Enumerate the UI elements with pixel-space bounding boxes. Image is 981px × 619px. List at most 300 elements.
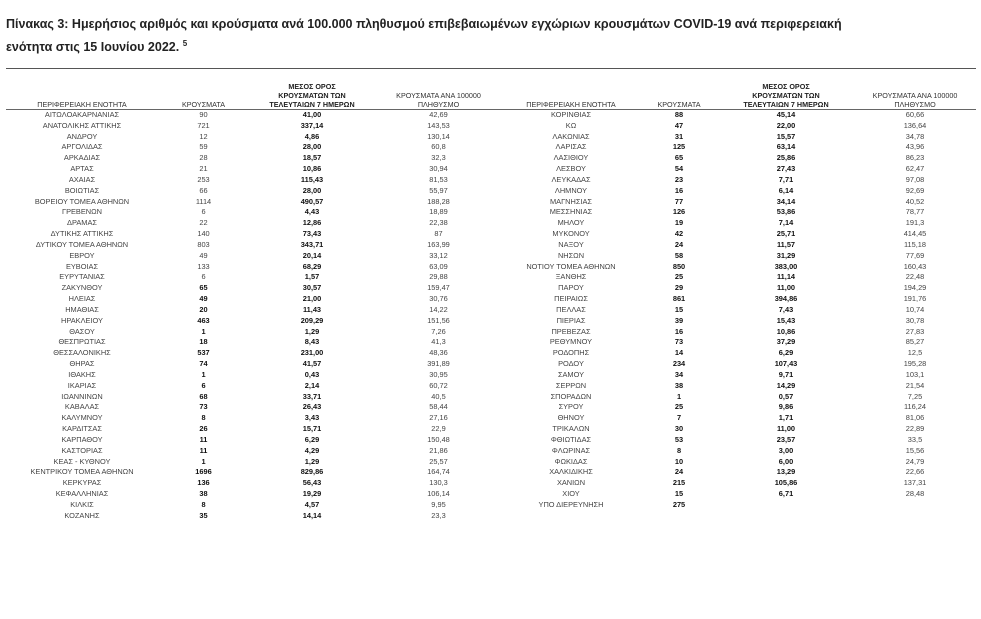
region-cell: ΒΟΡΕΙΟΥ ΤΟΜΕΑ ΑΘΗΝΩΝ [34,196,130,206]
table-row [6,272,502,283]
region-cell: ΠΑΡΟΥ [558,283,584,293]
cases-cell: 1696 [195,467,212,477]
left-header-cases: ΚΡΟΥΣΜΑΤΑ [158,71,249,110]
region-cell: ΠΡΕΒΕΖΑΣ [551,326,591,336]
avg7-cell: 28,00 [302,142,322,152]
cases-cell: 25 [674,402,684,412]
per100k-cell: 87 [434,229,443,239]
per100k-cell: 12,5 [907,348,923,358]
table-row [6,142,502,153]
region-cell: ΚΑΡΠΑΘΟΥ [61,434,103,444]
right-header-row [502,71,976,110]
region-cell: ΚΑΛΥΜΝΟΥ [61,413,103,423]
region-cell: ΜΕΣΣΗΝΙΑΣ [549,207,593,217]
cases-cell: 25 [674,272,684,282]
region-cell: ΑΝΔΡΟΥ [66,131,98,141]
left-header-row [6,71,502,110]
avg7-cell: 6,71 [778,488,794,498]
table-row [502,381,976,392]
table-row [502,337,976,348]
cases-cell: 1114 [195,196,212,206]
per100k-cell: 55,97 [429,185,448,195]
per100k-cell: 34,78 [905,131,925,141]
cases-cell: 1 [201,326,206,336]
avg7-cell: 10,86 [302,164,322,174]
cases-cell: 58 [674,250,684,260]
avg7-cell: 1,29 [304,326,320,336]
per100k-cell: 18,89 [429,207,448,217]
avg7-cell: 394,86 [774,294,798,304]
cases-cell: 34 [674,369,684,379]
per100k-cell: 33,12 [429,250,448,260]
region-cell: ΗΡΑΚΛΕΙΟΥ [61,315,103,325]
avg7-cell: 4,86 [304,131,320,141]
table-row [6,511,502,522]
avg7-cell: 15,43 [776,315,796,325]
avg7-cell: 15,71 [302,424,322,434]
cases-cell: 77 [674,196,684,206]
region-cell: ΜΑΓΝΗΣΙΑΣ [550,196,592,206]
cases-cell: 90 [199,110,208,119]
table-row [502,294,976,305]
cases-cell: 15 [674,488,684,498]
cases-cell: 861 [672,294,686,304]
per100k-cell: 77,69 [905,250,925,260]
per100k-cell: 23,3 [431,510,446,520]
region-cell: ΝΗΣΩΝ [557,250,585,260]
region-cell: ΚΑΒΑΛΑΣ [64,402,100,412]
cases-cell: 68 [199,391,208,401]
table-row [502,164,976,175]
region-cell: ΗΜΑΘΙΑΣ [65,304,99,314]
per100k-cell: 78,77 [905,207,925,217]
table-row [6,392,502,403]
cases-cell: 31 [674,131,684,141]
region-cell: ΚΕΝΤΡΙΚΟΥ ΤΟΜΕΑ ΑΘΗΝΩΝ [30,467,134,477]
table-row [6,381,502,392]
region-cell: ΤΡΙΚΑΛΩΝ [552,424,590,434]
per100k-cell: 30,94 [429,164,448,174]
per100k-cell: 81,06 [905,413,925,423]
region-cell: ΕΥΒΟΙΑΣ [65,261,99,271]
cases-cell: 74 [199,359,208,369]
region-cell: ΑΡΚΑΔΙΑΣ [63,153,101,163]
cases-cell: 59 [199,142,208,152]
per100k-cell: 103,1 [905,369,925,379]
avg7-cell: 209,29 [300,315,324,325]
per100k-cell: 191,3 [905,218,925,228]
region-cell: ΣΑΜΟΥ [557,369,585,379]
region-cell: ΚΟΡΙΝΘΙΑΣ [550,110,592,119]
title-footnote-marker: 5 [182,39,188,48]
avg7-cell: 4,57 [304,499,320,509]
per100k-cell: 81,53 [429,174,448,184]
table-row [6,197,502,208]
table-row [502,218,976,229]
table-row [502,435,976,446]
avg7-cell: 28,00 [302,185,322,195]
table-row [6,186,502,197]
table-row [6,424,502,435]
avg7-cell: 1,57 [304,272,320,282]
avg7-cell: 23,57 [776,434,796,444]
right-table-body [502,110,976,511]
table-row [6,316,502,327]
cases-cell: 22 [199,218,208,228]
table-row [502,240,976,251]
region-cell: ΣΥΡΟΥ [558,402,584,412]
table-row [502,446,976,457]
region-cell: ΙΘΑΚΗΣ [68,369,96,379]
table-row [502,197,976,208]
table-row [6,110,502,121]
cases-cell: 133 [197,261,210,271]
per100k-cell: 48,36 [429,348,448,358]
region-cell: ΞΑΝΘΗΣ [555,272,587,282]
region-cell: ΥΠΟ ΔΙΕΡΕΥΝΗΣΗ [538,499,604,509]
per100k-cell: 130,14 [427,131,450,141]
table-row [6,240,502,251]
per100k-cell: 29,88 [429,272,448,282]
avg7-cell: 115,43 [300,174,324,184]
avg7-cell: 337,14 [300,120,324,130]
per100k-cell: 30,95 [429,369,448,379]
avg7-cell: 18,57 [302,153,322,163]
cases-cell: 12 [199,131,208,141]
cases-cell: 7 [676,413,682,423]
per100k-cell: 21,54 [905,380,925,390]
table-row [6,327,502,338]
per100k-cell: 160,43 [903,261,927,271]
cases-cell: 39 [674,315,684,325]
cases-cell: 1 [201,456,206,466]
per100k-cell: 164,74 [427,467,450,477]
per100k-cell: 22,9 [431,424,446,434]
region-cell: ΚΩ [565,120,577,130]
table-row [502,402,976,413]
table-row [6,402,502,413]
region-cell: ΘΗΝΟΥ [557,413,585,423]
region-cell: ΚΑΡΔΙΤΣΑΣ [62,424,102,434]
table-row [502,316,976,327]
region-cell: ΕΒΡΟΥ [69,250,95,260]
avg7-cell: 7,71 [778,174,794,184]
table-row [502,262,976,273]
cases-cell: 24 [674,467,684,477]
avg7-cell: 25,86 [776,153,796,163]
per100k-cell: 60,72 [429,380,448,390]
per100k-cell: 136,64 [903,120,927,130]
region-cell: ΠΕΛΛΑΣ [556,304,586,314]
avg7-cell: 11,14 [776,272,796,282]
table-row [6,446,502,457]
per100k-cell: 106,14 [427,488,450,498]
right-header-avg7: ΜΕΣΟΣ ΟΡΟΣ ΚΡΟΥΣΜΑΤΩΝ ΤΩΝ ΤΕΛΕΥΤΑΙΩΝ 7 ΗΜΕΡΩΝ [718,71,854,110]
per100k-cell: 22,66 [905,467,925,477]
region-cell: ΚΟΖΑΝΗΣ [64,510,100,520]
region-cell: ΔΥΤΙΚΗΣ ΑΤΤΙΚΗΣ [50,229,114,239]
region-cell: ΣΠΟΡΑΔΩΝ [550,391,592,401]
region-cell: ΖΑΚΥΝΘΟΥ [61,283,103,293]
cases-cell: 10 [674,456,684,466]
cases-cell: 8 [676,445,682,455]
region-cell: ΧΙΟΥ [562,488,580,498]
avg7-cell: 3,00 [778,445,794,455]
avg7-cell: 6,29 [304,434,320,444]
avg7-cell: 829,86 [300,467,324,477]
table-row [502,348,976,359]
table-row [502,121,976,132]
table-row [502,500,976,511]
per100k-cell: 188,28 [427,196,450,206]
title-line-1: Πίνακας 3: Ημερήσιος αριθμός και κρούσματα ανά 100.000 πληθυσμού επιβεβαιωμένων εγχώριων κρουσμάτων COVID-19 ανά περιφερειακή [6,17,842,31]
right-cases-table [502,71,976,511]
cases-cell: 38 [199,488,208,498]
per100k-cell: 22,38 [429,218,448,228]
avg7-cell: 6,00 [778,456,794,466]
cases-cell: 16 [674,326,684,336]
per100k-cell: 60,8 [431,142,446,152]
per100k-cell: 151,56 [427,315,450,325]
cases-cell: 66 [199,185,208,195]
table-row [6,294,502,305]
avg7-cell: 383,00 [774,261,798,271]
per100k-cell: 22,89 [905,424,925,434]
region-cell: ΛΑΡΙΣΑΣ [555,142,587,152]
cases-cell: 54 [674,164,684,174]
avg7-cell: 14,29 [776,380,796,390]
table-row [502,457,976,468]
avg7-cell: 26,43 [302,402,322,412]
region-cell: ΙΚΑΡΙΑΣ [67,380,97,390]
per100k-cell: 7,26 [431,326,446,336]
right-header-cases: ΚΡΟΥΣΜΑΤΑ [640,71,718,110]
region-cell: ΛΕΥΚΑΔΑΣ [551,174,591,184]
avg7-cell: 11,57 [776,239,796,249]
cases-cell: 47 [674,120,684,130]
cases-cell: 65 [199,283,208,293]
per100k-cell: 7,25 [907,391,923,401]
cases-cell: 275 [672,499,686,509]
per100k-cell: 159,47 [427,283,450,293]
region-cell: ΘΕΣΠΡΩΤΙΑΣ [58,337,106,347]
per100k-cell: 85,27 [905,337,925,347]
cases-cell: 73 [199,402,208,412]
region-cell: ΛΕΣΒΟΥ [556,164,586,174]
cases-cell: 125 [672,142,686,152]
per100k-cell: 14,22 [429,304,448,314]
avg7-cell: 11,43 [302,304,322,314]
table-row [502,207,976,218]
table-row [502,392,976,403]
table-row [6,457,502,468]
table-row [502,283,976,294]
table-row [6,218,502,229]
table-row [502,186,976,197]
per100k-cell: 60,66 [905,110,925,119]
table-row [6,305,502,316]
avg7-cell: 34,14 [776,196,796,206]
table-row [6,359,502,370]
per100k-cell: 97,08 [905,174,925,184]
left-header-region: ΠΕΡΙΦΕΡΕΙΑΚΗ ΕΝΟΤΗΤΑ [6,71,158,110]
region-cell: ΜΗΛΟΥ [557,218,585,228]
region-cell: ΦΩΚΙΔΑΣ [554,456,588,466]
cases-cell: 49 [199,250,208,260]
avg7-cell: 14,14 [302,510,322,520]
cases-cell: 537 [197,348,210,358]
cases-cell: 20 [199,304,208,314]
cases-cell: 49 [199,294,208,304]
left-header-avg7: ΜΕΣΟΣ ΟΡΟΣ ΚΡΟΥΣΜΑΤΩΝ ΤΩΝ ΤΕΛΕΥΤΑΙΩΝ 7 ΗΜΕΡΩΝ [249,71,375,110]
per100k-cell: 40,52 [905,196,925,206]
avg7-cell: 13,29 [776,467,796,477]
avg7-cell: 11,00 [776,283,796,293]
left-header-per100k: ΚΡΟΥΣΜΑΤΑ ΑΝΑ 100000 ΠΛΗΘΥΣΜΟ [375,71,502,110]
avg7-cell: 3,43 [304,413,320,423]
region-cell: ΧΑΛΚΙΔΙΚΗΣ [549,467,593,477]
cases-cell: 73 [674,337,684,347]
table-row [502,327,976,338]
per100k-cell: 42,69 [429,110,448,119]
per100k-cell: 115,18 [903,239,927,249]
table-row [6,153,502,164]
region-cell: ΗΛΕΙΑΣ [68,294,96,304]
cases-cell: 35 [199,510,208,520]
per100k-cell: 391,89 [427,359,450,369]
table-row [6,251,502,262]
avg7-cell: 10,86 [776,326,796,336]
cases-cell: 215 [672,478,686,488]
cases-cell: 234 [672,359,686,369]
region-cell: ΒΟΙΩΤΙΑΣ [64,185,100,195]
avg7-cell: 73,43 [302,229,322,239]
table-row [6,370,502,381]
region-cell: ΔΥΤΙΚΟΥ ΤΟΜΕΑ ΑΘΗΝΩΝ [35,239,129,249]
cases-cell: 38 [674,380,684,390]
table-row [502,467,976,478]
table-row [6,262,502,273]
avg7-cell: 20,14 [302,250,322,260]
table-row [6,348,502,359]
region-cell: ΛΑΚΩΝΙΑΣ [552,131,590,141]
per100k-cell: 9,95 [431,499,446,509]
cases-cell: 6 [201,272,206,282]
table-row [502,359,976,370]
per100k-cell: 62,47 [905,164,925,174]
avg7-cell: 9,86 [778,402,794,412]
cases-cell: 6 [201,380,206,390]
avg7-cell: 4,29 [304,445,320,455]
cases-cell: 803 [197,239,210,249]
region-cell: ΦΛΩΡΙΝΑΣ [551,445,591,455]
region-cell: ΕΥΡΥΤΑΝΙΑΣ [59,272,105,282]
per100k-cell: 163,99 [427,239,450,249]
avg7-cell [718,500,854,511]
left-cases-table [6,71,502,521]
table-row [502,110,976,121]
per100k-cell: 32,3 [431,153,446,163]
per100k-cell: 28,48 [905,488,925,498]
table-row [6,164,502,175]
region-cell: ΜΥΚΟΝΟΥ [552,229,590,239]
region-cell: ΔΡΑΜΑΣ [67,218,97,228]
avg7-cell: 15,57 [776,131,796,141]
per100k-cell: 137,31 [903,478,927,488]
cases-cell: 1 [201,369,206,379]
per100k-cell: 43,96 [905,142,925,152]
avg7-cell: 490,57 [300,196,324,206]
per100k-cell: 15,56 [905,445,925,455]
cases-cell: 30 [674,424,684,434]
title-line-2: ενότητα στις 15 Ιουνίου 2022. [6,40,180,55]
region-cell: ΓΡΕΒΕΝΩΝ [62,207,102,217]
cases-cell: 16 [674,185,684,195]
per100k-cell: 86,23 [905,153,925,163]
cases-cell: 850 [672,261,686,271]
cases-cell: 11 [199,434,208,444]
region-cell: ΙΩΑΝΝΙΝΩΝ [61,391,103,401]
per100k-cell: 40,5 [431,391,446,401]
region-cell: ΘΑΣΟΥ [69,326,95,336]
table-row [502,370,976,381]
region-cell: ΑΧΑΙΑΣ [68,174,96,184]
region-cell: ΚΕΑΣ - ΚΥΘΝΟΥ [53,456,111,466]
per100k-cell: 414,45 [903,229,927,239]
per100k-cell: 130,3 [429,478,448,488]
per100k-cell: 30,78 [905,315,925,325]
table-row [502,142,976,153]
region-cell: ΦΘΙΩΤΙΔΑΣ [550,434,592,444]
region-cell: ΡΟΔΟΥ [558,359,584,369]
table-row [502,272,976,283]
cases-cell: 23 [674,174,684,184]
region-cell: ΡΟΔΟΠΗΣ [552,348,590,358]
avg7-cell: 41,00 [302,110,322,119]
region-cell: ΝΑΞΟΥ [558,239,584,249]
table-row [6,337,502,348]
table-row [502,175,976,186]
table-row [6,132,502,143]
table-row [6,489,502,500]
cases-cell: 19 [674,218,684,228]
cases-cell: 463 [197,315,210,325]
region-cell: ΑΡΓΟΛΙΔΑΣ [61,142,103,152]
avg7-cell: 107,43 [774,359,798,369]
table-row [502,229,976,240]
avg7-cell: 33,71 [302,391,322,401]
avg7-cell: 41,57 [302,359,322,369]
cases-cell: 15 [674,304,684,314]
per100k-cell: 195,28 [903,359,927,369]
avg7-cell: 1,29 [304,456,320,466]
region-cell: ΑΙΤΩΛΟΑΚΑΡΝΑΝΙΑΣ [44,110,120,119]
avg7-cell: 30,57 [302,283,322,293]
header-top-rule [6,68,976,69]
region-cell: ΝΟΤΙΟΥ ΤΟΜΕΑ ΑΘΗΝΩΝ [526,261,616,271]
avg7-cell: 343,71 [300,239,324,249]
cases-cell: 29 [674,283,684,293]
cases-cell: 53 [674,434,684,444]
avg7-cell: 37,29 [776,337,796,347]
cases-cell: 24 [674,239,684,249]
avg7-cell: 11,00 [776,424,796,434]
table-row [502,251,976,262]
region-cell: ΘΗΡΑΣ [69,359,95,369]
region-cell: ΑΡΤΑΣ [70,164,94,174]
avg7-cell: 25,71 [776,229,796,239]
region-cell: ΚΑΣΤΟΡΙΑΣ [61,445,103,455]
